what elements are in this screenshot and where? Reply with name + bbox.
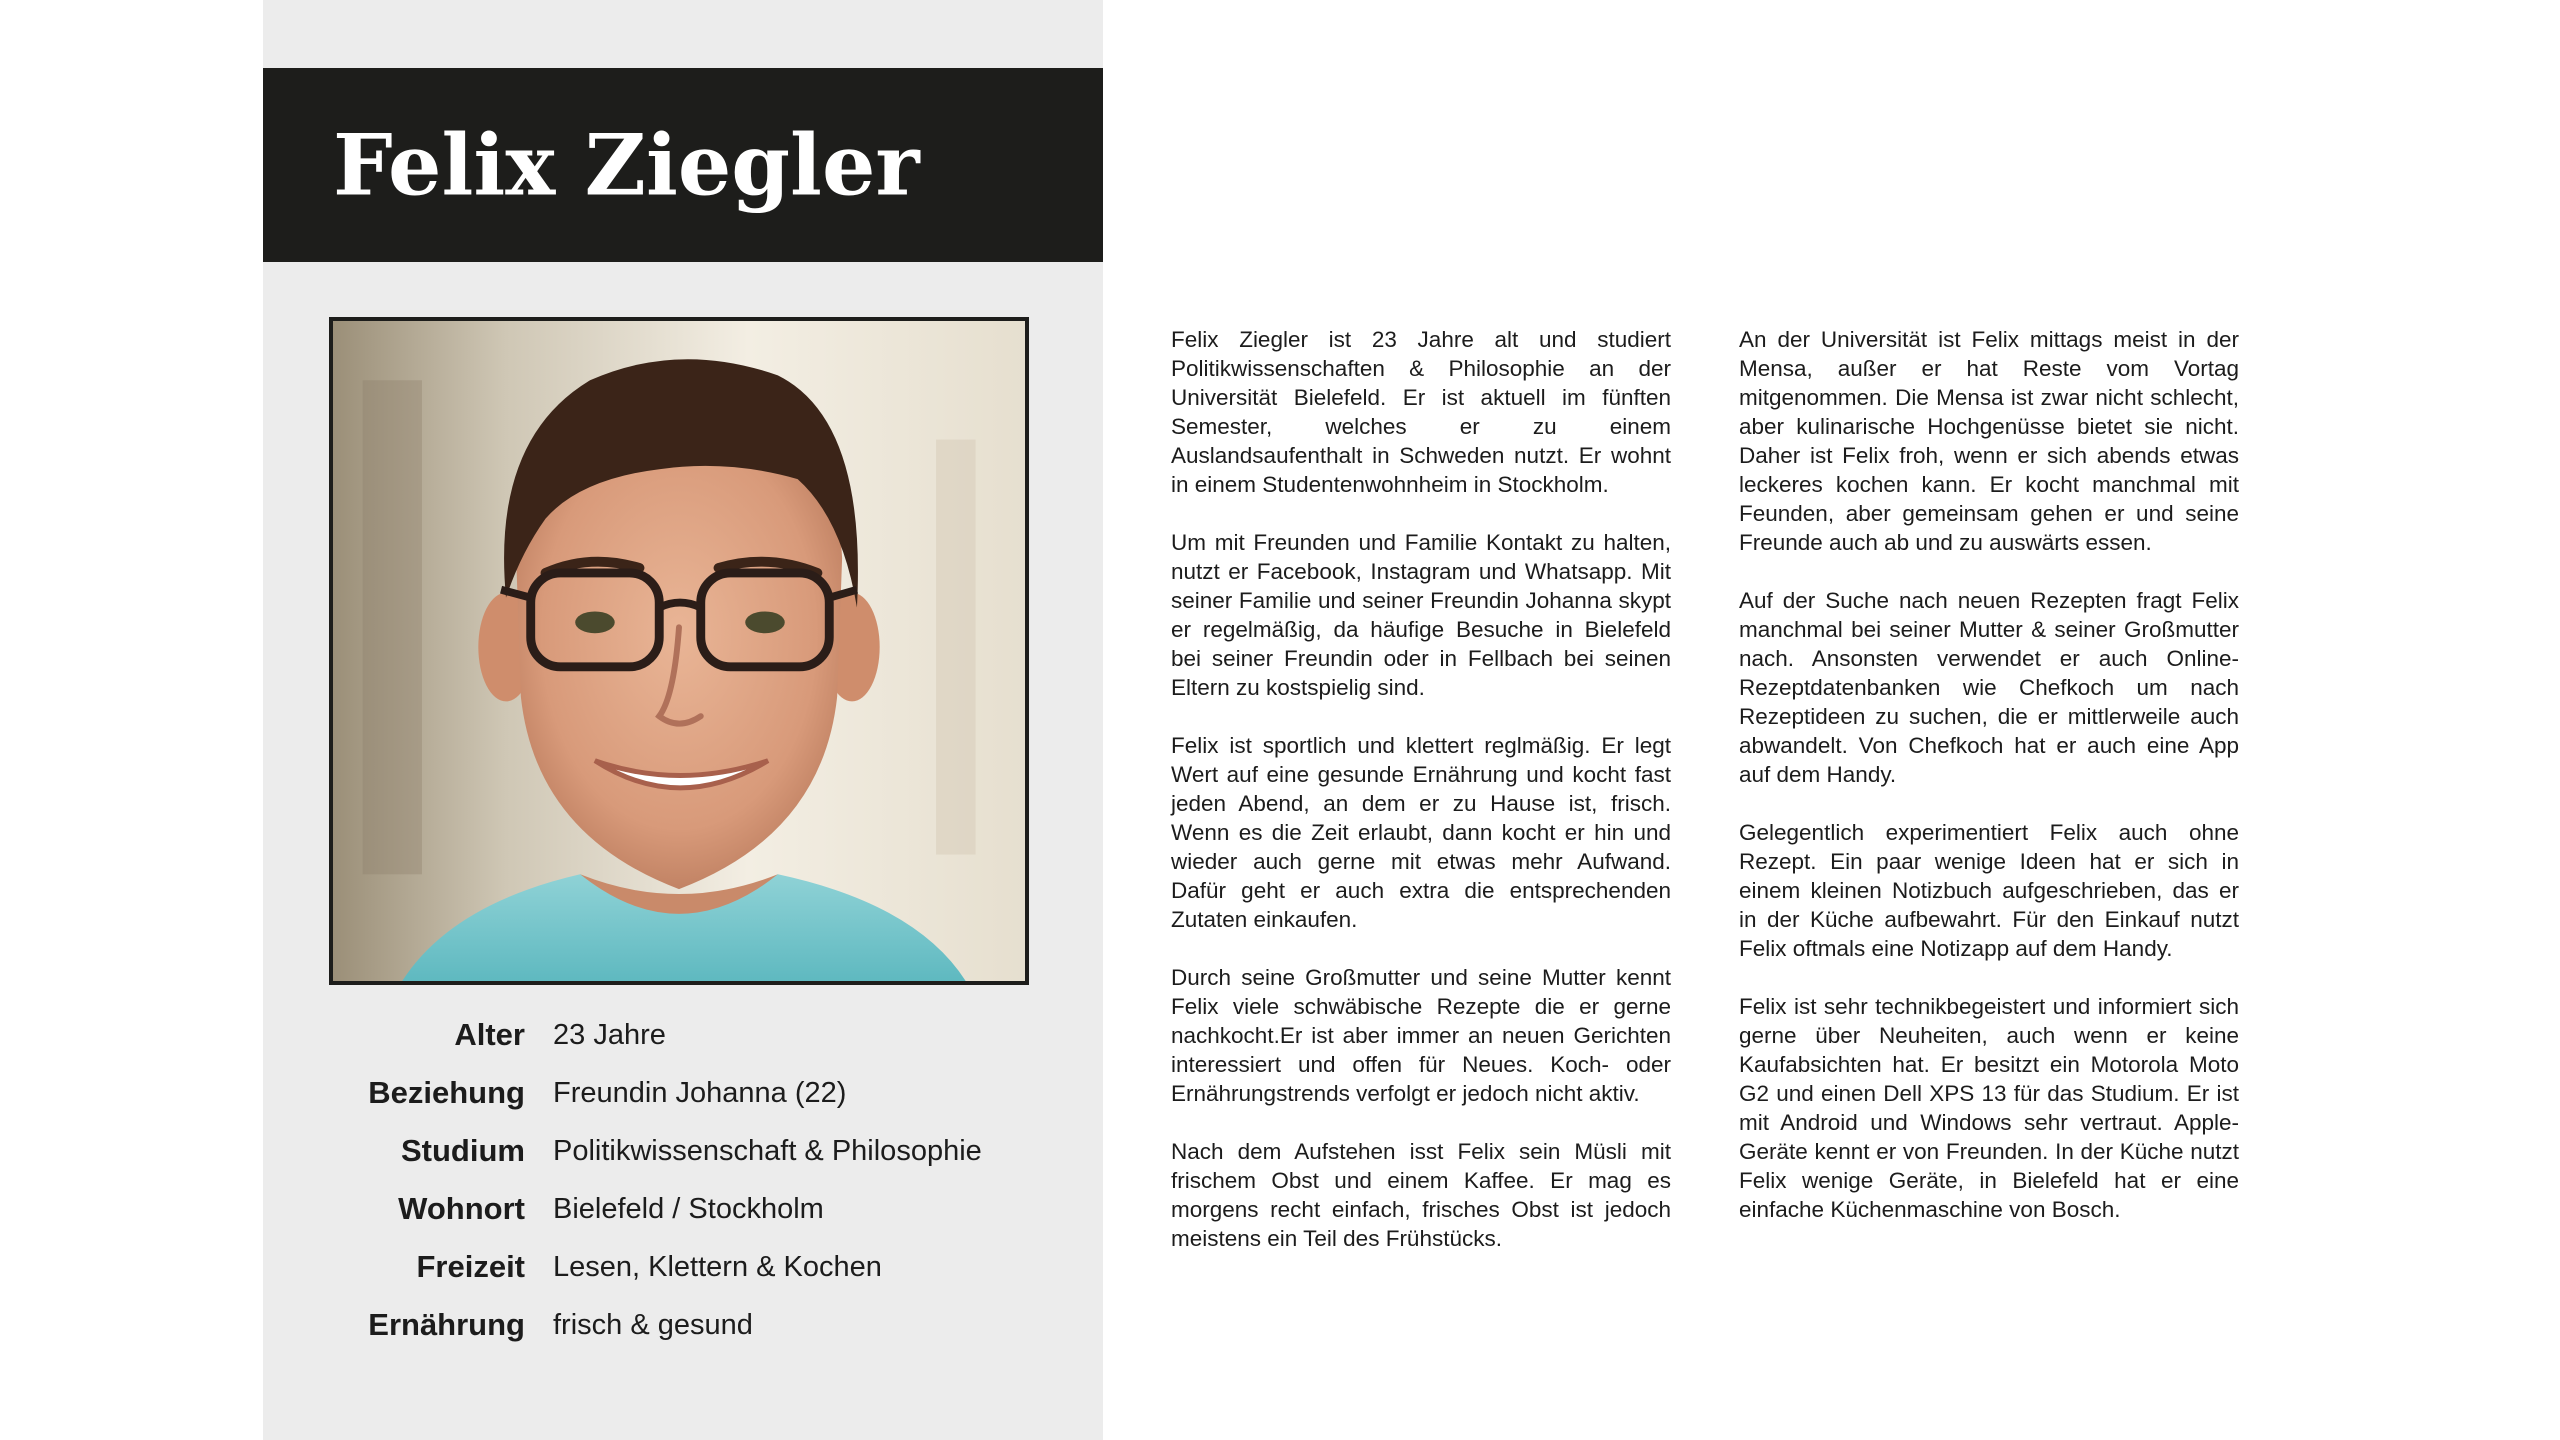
fact-label: Alter: [454, 1017, 525, 1052]
paragraph: Gelegentlich experimentiert Felix auch ohne Rezept. Ein paar wenige Ideen hat er sich in einem kleinen Notizbuch aufgeschrieben, das er in der Küche aufbewahrt. Für den Einkauf nutzt Felix oftmals eine Notizapp auf dem Handy.: [1739, 820, 2239, 961]
fact-value: frisch & gesund: [553, 1309, 753, 1341]
fact-label: Freizeit: [416, 1249, 525, 1284]
paragraph: Auf der Suche nach neuen Rezepten fragt Felix manchmal bei seiner Mutter & seiner Großmutter nach. Ansonsten verwendet er auch Online-Rezeptdatenbanken wie Chefkoch um nach Rezeptideen zu suchen, die er mittlerweile auch abwandelt. Von Chefkoch hat er auch eine App auf dem Handy.: [1739, 588, 2239, 787]
paragraph: Um mit Freunden und Familie Kontakt zu halten, nutzt er Facebook, Instagram und Whatsapp. Mit seiner Familie und seiner Freundin Johanna skypt er regelmäßig, da häufige Besuche in Bielefeld bei seiner Freundin oder in Fellbach bei seinen Eltern zu kostspielig sind.: [1171, 530, 1671, 700]
paragraph: An der Universität ist Felix mittags meist in der Mensa, außer er hat Reste vom Vortag mitgenommen. Die Mensa ist zwar nicht schlecht, aber kulinarische Hochgenüsse bietet sie nicht. Daher ist Felix froh, wenn er sich abends etwas leckeres kochen kann. Er kocht manchmal mit Feunden, aber gemeinsam gehen er und seine Freunde auch ab und zu auswärts essen.: [1739, 327, 2239, 555]
text-column-left: [1171, 325, 1671, 1282]
fact-row-alter: [263, 1010, 1103, 1060]
fact-label: Ernährung: [368, 1307, 525, 1342]
portrait-photo: [329, 317, 1029, 985]
fact-value: Freundin Johanna (22): [553, 1077, 847, 1109]
fact-label: Beziehung: [368, 1075, 525, 1110]
fact-label: Wohnort: [398, 1191, 525, 1226]
paragraph: Felix ist sportlich und klettert reglmäßig. Er legt Wert auf eine gesunde Ernährung und kocht fast jeden Abend, an dem er zu Hause ist, frisch. Wenn es die Zeit erlaubt, dann kocht er hin und wieder auch gerne mit etwas mehr Aufwand. Dafür geht er auch extra die entsprechenden Zutaten einkaufen.: [1171, 733, 1671, 932]
paragraph: Nach dem Aufstehen isst Felix sein Müsli mit frischem Obst und einem Kaffee. Er mag es morgens recht einfach, frisches Obst ist jedoch meistens ein Teil des Frühstücks.: [1171, 1139, 1671, 1251]
fact-row-studium: [263, 1126, 1103, 1176]
fact-value: Bielefeld / Stockholm: [553, 1193, 824, 1225]
portrait-illustration: [333, 321, 1025, 981]
name-banner: [263, 68, 1103, 262]
text-column-right: [1739, 325, 2239, 1253]
fact-value: Lesen, Klettern & Kochen: [553, 1251, 882, 1283]
profile-panel: [263, 0, 1103, 1440]
paragraph: Felix Ziegler ist 23 Jahre alt und studiert Politikwissenschaften & Philosophie an der Universität Bielefeld. Er ist aktuell im fünften Semester, welches er zu einem Auslandsaufenthalt in Schweden nutzt. Er wohnt in einem Studentenwohnheim in Stockholm.: [1171, 327, 1671, 497]
fact-row-beziehung: [263, 1068, 1103, 1118]
fact-row-freizeit: [263, 1242, 1103, 1292]
paragraph: Felix ist sehr technikbegeistert und informiert sich gerne über Neuheiten, auch wenn er keine Kaufabsichten hat. Er besitzt ein Motorola Moto G2 und einen Dell XPS 13 für das Studium. Er ist mit Android und Windows sehr vertraut. Apple-Geräte kennt er von Freunden. In der Küche nutzt Felix wenige Geräte, in Bielefeld hat er eine einfache Küchenmaschine von Bosch.: [1739, 994, 2239, 1222]
fact-value: 23 Jahre: [553, 1019, 666, 1051]
fact-row-ernaehrung: [263, 1300, 1103, 1350]
fact-value: Politikwissenschaft & Philosophie: [553, 1135, 982, 1167]
paragraph: Durch seine Großmutter und seine Mutter kennt Felix viele schwäbische Rezepte die er gerne nachkocht.Er ist aber immer an neuen Gerichten interessiert und offen für Neues. Koch- oder Ernährungstrends verfolgt er jedoch nicht aktiv.: [1171, 965, 1671, 1106]
fact-label: Studium: [401, 1133, 525, 1168]
persona-name: Felix Ziegler: [333, 115, 920, 215]
fact-row-wohnort: [263, 1184, 1103, 1234]
